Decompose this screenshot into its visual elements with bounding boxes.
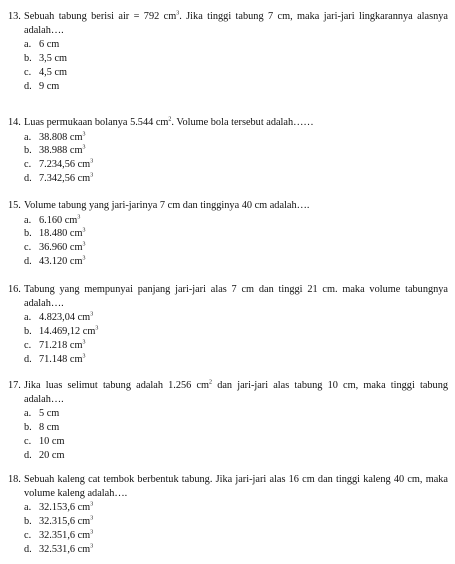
option-letter: d. — [24, 543, 32, 555]
option-list — [24, 311, 448, 367]
option-unit-exponent: 3 — [90, 501, 94, 508]
option-letter: a. — [24, 39, 32, 50]
option-value-text: 32.315,6 cm — [39, 515, 91, 527]
question-18-stem — [8, 473, 448, 500]
question-15 — [8, 199, 448, 269]
option-value — [39, 38, 59, 52]
option-letter: c. — [24, 435, 32, 447]
option-value-text: 8 cm — [39, 421, 60, 433]
option-value-text: 9 cm — [39, 80, 60, 92]
option-unit-exponent: 3 — [95, 325, 99, 332]
option-letter: c. — [24, 339, 32, 351]
question-number: 17. — [8, 380, 21, 391]
option-d[interactable] — [24, 449, 448, 463]
option-b[interactable] — [24, 227, 448, 241]
option-d[interactable] — [24, 80, 448, 94]
option-value-text: 38.988 cm — [39, 145, 83, 157]
question-text — [24, 283, 448, 310]
question-text — [24, 199, 448, 213]
option-unit-exponent: 3 — [82, 353, 86, 360]
option-value — [39, 325, 98, 339]
question-text — [24, 473, 448, 500]
option-value — [39, 144, 85, 158]
question-15-stem — [8, 199, 448, 213]
option-letter: b. — [24, 228, 32, 240]
option-list — [24, 131, 448, 187]
option-list — [24, 38, 448, 94]
question-text-part-a: Sebuah kaleng cat tembok berbentuk tabung. Jika jari-jari alas 16 cm dan tinggi kaleng 40 cm, maka volume kaleng adalah…. — [24, 474, 448, 499]
option-value-text: 71.218 cm — [39, 339, 83, 351]
option-value-text: 14.469,12 cm — [39, 325, 96, 337]
option-value-text: 32.531,6 cm — [39, 543, 91, 555]
option-value — [39, 66, 67, 80]
option-letter: d. — [24, 173, 32, 185]
option-a[interactable] — [24, 38, 448, 52]
option-unit-exponent: 3 — [82, 241, 86, 248]
option-c[interactable] — [24, 529, 448, 543]
option-value-text: 7.234,56 cm — [39, 159, 91, 171]
option-a[interactable] — [24, 214, 448, 228]
option-letter: a. — [24, 131, 32, 143]
option-unit-exponent: 3 — [90, 529, 94, 536]
option-b[interactable] — [24, 52, 448, 66]
option-value-text: 10 cm — [39, 435, 65, 447]
option-value — [39, 52, 67, 66]
option-b[interactable] — [24, 325, 448, 339]
option-c[interactable] — [24, 66, 448, 80]
option-value-text: 6.160 cm — [39, 214, 78, 226]
option-value-text: 71.148 cm — [39, 353, 83, 365]
option-letter: d. — [24, 353, 32, 365]
option-value — [39, 311, 93, 325]
option-value-text: 18.480 cm — [39, 228, 83, 240]
question-text — [24, 379, 448, 406]
question-text-part-b: . Jika tinggi tabung 7 cm, maka jari-jari lingkarannya alasnya adalah…. — [24, 11, 448, 36]
option-d[interactable] — [24, 255, 448, 269]
option-unit-exponent: 3 — [82, 131, 86, 138]
option-unit-exponent: 3 — [82, 339, 86, 346]
option-unit-exponent: 3 — [90, 543, 94, 550]
option-c[interactable] — [24, 339, 448, 353]
question-number: 18. — [8, 474, 21, 485]
option-value-text: 43.120 cm — [39, 256, 83, 268]
option-value-text: 4,5 cm — [39, 66, 68, 78]
question-text — [24, 10, 448, 37]
option-value — [39, 407, 59, 421]
option-a[interactable] — [24, 407, 448, 421]
option-a[interactable] — [24, 311, 448, 325]
option-letter: a. — [24, 408, 32, 419]
question-17 — [8, 379, 448, 463]
option-unit-exponent: 3 — [90, 515, 94, 522]
question-13-stem — [8, 10, 448, 37]
question-text-exponent: 3 — [176, 10, 180, 17]
option-letter: c. — [24, 66, 32, 78]
question-text-exponent: 2 — [168, 116, 172, 123]
option-unit-exponent: 3 — [77, 214, 81, 221]
option-unit-exponent: 3 — [82, 144, 86, 151]
question-number: 15. — [8, 200, 21, 211]
option-letter: c. — [24, 159, 32, 171]
question-16 — [8, 283, 448, 367]
option-value — [39, 227, 85, 241]
option-letter: c. — [24, 529, 32, 541]
option-value — [39, 158, 93, 172]
option-a[interactable] — [24, 501, 448, 515]
question-number: 16. — [8, 284, 21, 295]
option-value — [39, 515, 93, 529]
question-18 — [8, 473, 448, 557]
option-list — [24, 501, 448, 557]
option-value-text: 7.342,56 cm — [39, 173, 91, 185]
option-value — [39, 80, 59, 94]
question-number: 14. — [8, 117, 21, 128]
option-value-text: 36.960 cm — [39, 242, 83, 254]
option-letter: b. — [24, 515, 32, 527]
question-14 — [8, 116, 448, 186]
option-d[interactable] — [24, 353, 448, 367]
option-value — [39, 435, 64, 449]
option-b[interactable] — [24, 421, 448, 435]
question-number: 13. — [8, 11, 21, 22]
option-value-text: 4.823,04 cm — [39, 312, 91, 323]
question-text-part-a: Jika luas selimut tabung adalah 1.256 cm — [24, 380, 210, 391]
option-letter: d. — [24, 256, 32, 268]
question-text-part-a: Luas permukaan bolanya 5.544 cm — [24, 117, 169, 128]
option-d[interactable] — [24, 172, 448, 186]
question-14-stem — [8, 116, 448, 130]
option-value — [39, 353, 85, 367]
option-letter: b. — [24, 421, 32, 433]
option-letter: b. — [24, 52, 32, 64]
option-value-text: 5 cm — [39, 408, 60, 419]
question-16-stem — [8, 283, 448, 310]
option-value — [39, 131, 85, 145]
question-17-stem — [8, 379, 448, 406]
option-value-text: 32.153,6 cm — [39, 502, 91, 513]
option-letter: b. — [24, 145, 32, 157]
option-value — [39, 543, 93, 557]
option-letter: d. — [24, 449, 32, 461]
option-d[interactable] — [24, 543, 448, 557]
option-c[interactable] — [24, 158, 448, 172]
question-text-part-b: dan jari-jari alas tabung 10 cm, maka tinggi tabung adalah…. — [24, 380, 448, 405]
option-value-text: 6 cm — [39, 39, 60, 50]
option-letter: c. — [24, 242, 32, 254]
option-value-text: 20 cm — [39, 449, 65, 461]
option-letter: d. — [24, 80, 32, 92]
question-text — [24, 116, 448, 130]
option-letter: a. — [24, 312, 32, 323]
question-text-part-a: Sebuah tabung berisi air = 792 cm — [24, 11, 177, 22]
option-unit-exponent: 3 — [82, 227, 86, 234]
option-value — [39, 172, 93, 186]
option-b[interactable] — [24, 515, 448, 529]
option-unit-exponent: 3 — [90, 172, 94, 179]
option-value-text: 38.808 cm — [39, 131, 83, 143]
option-letter: b. — [24, 325, 32, 337]
option-a[interactable] — [24, 131, 448, 145]
option-unit-exponent: 3 — [82, 255, 86, 262]
option-value — [39, 214, 80, 228]
option-value-text: 3,5 cm — [39, 52, 68, 64]
question-text-part-a: Tabung yang mempunyai panjang jari-jari alas 7 cm dan tinggi 21 cm. maka volume tabungnya adalah…. — [24, 284, 448, 309]
option-value — [39, 449, 64, 463]
option-value — [39, 501, 93, 515]
option-value — [39, 421, 59, 435]
option-letter: a. — [24, 502, 32, 513]
option-value — [39, 529, 93, 543]
question-text-part-b: . Volume bola tersebut adalah…… — [171, 117, 314, 128]
question-text-exponent: 2 — [209, 379, 213, 386]
question-text-part-a: Volume tabung yang jari-jarinya 7 cm dan tingginya 40 cm adalah…. — [24, 200, 310, 211]
option-value — [39, 339, 85, 353]
option-list — [24, 407, 448, 463]
option-value — [39, 241, 85, 255]
option-list — [24, 214, 448, 270]
option-c[interactable] — [24, 435, 448, 449]
option-unit-exponent: 3 — [90, 158, 94, 165]
option-b[interactable] — [24, 144, 448, 158]
option-unit-exponent: 3 — [90, 311, 94, 318]
option-value — [39, 255, 85, 269]
question-13 — [8, 10, 448, 94]
option-letter: a. — [24, 214, 32, 226]
option-c[interactable] — [24, 241, 448, 255]
option-value-text: 32.351,6 cm — [39, 529, 91, 541]
